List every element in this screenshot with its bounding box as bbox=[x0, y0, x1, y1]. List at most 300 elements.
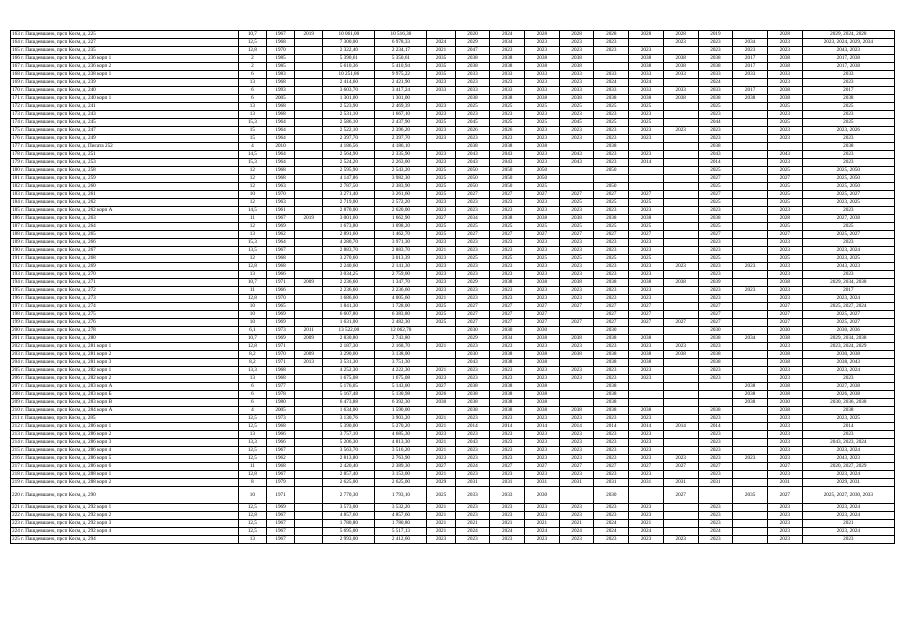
table-cell: 2038 bbox=[698, 63, 733, 71]
table-cell: 1966 bbox=[266, 431, 294, 439]
table-cell: 1963 bbox=[266, 183, 294, 191]
table-cell: 2023 bbox=[559, 343, 594, 351]
table-cell: 2038 bbox=[698, 95, 733, 103]
table-cell: 2031 bbox=[594, 479, 629, 487]
table-cell: 2031 bbox=[698, 479, 733, 487]
table-cell: 2005 bbox=[266, 95, 294, 103]
table-cell: 2023 bbox=[427, 127, 455, 135]
table-cell: 2038 bbox=[698, 359, 733, 367]
table-cell bbox=[295, 135, 323, 143]
table-cell: 2023 bbox=[629, 431, 664, 439]
table-cell bbox=[629, 487, 664, 504]
table-cell: 2038 bbox=[802, 143, 894, 151]
table-cell: 2038 bbox=[767, 87, 802, 95]
table-cell: 2038 bbox=[525, 399, 560, 407]
table-cell: 2038 bbox=[559, 351, 594, 359]
table-cell: 1968 bbox=[266, 167, 294, 175]
table-cell bbox=[733, 239, 768, 247]
table-cell: 2023 bbox=[629, 239, 664, 247]
table-cell: 2038 bbox=[767, 351, 802, 359]
table-cell: 2023 bbox=[698, 536, 733, 544]
table-cell: 2027 bbox=[490, 191, 525, 199]
address-cell: 178 г. Пашдевшано, прсп Косм, д. 251 bbox=[11, 151, 239, 159]
table-cell: 2 168,70 bbox=[375, 343, 427, 351]
table-cell: 2038 bbox=[767, 359, 802, 367]
table-cell: 2027 bbox=[767, 175, 802, 183]
address-cell: 213 г. Пашдевшано, прсп Косм, д. 286 корп 2 bbox=[11, 431, 239, 439]
table-cell: 2030, 2038 bbox=[802, 351, 894, 359]
table-cell: 2031 bbox=[559, 479, 594, 487]
table-cell: 10 bbox=[238, 191, 266, 199]
table-cell: 2023 bbox=[767, 287, 802, 295]
table-cell bbox=[295, 159, 323, 167]
table-cell: 2 482,30 bbox=[375, 319, 427, 327]
table-cell bbox=[663, 415, 698, 423]
table-cell: 2043 bbox=[455, 151, 490, 159]
table-cell: 2023 bbox=[455, 263, 490, 271]
address-cell: 197 г. Пашдевшано, прсп Косм, д. 274 bbox=[11, 303, 239, 311]
table-cell: 2023 bbox=[559, 239, 594, 247]
table-cell bbox=[663, 335, 698, 343]
table-cell: 2038 bbox=[629, 359, 664, 367]
table-cell: 2023 bbox=[767, 263, 802, 271]
table-cell: 2027 bbox=[427, 463, 455, 471]
table-cell: 2027 bbox=[594, 303, 629, 311]
table-cell bbox=[733, 536, 768, 544]
table-cell: 4 857,60 bbox=[323, 512, 375, 520]
table-cell: 1968 bbox=[266, 103, 294, 111]
table-cell: 4 222,30 bbox=[375, 367, 427, 375]
table-cell: 2038 bbox=[733, 391, 768, 399]
table-cell: 1 673,80 bbox=[323, 223, 375, 231]
table-cell: 2023 bbox=[767, 375, 802, 383]
table-cell: 2024 bbox=[455, 528, 490, 536]
table-cell: 2023 bbox=[594, 455, 629, 463]
table-cell bbox=[295, 439, 323, 447]
table-cell: 2023 bbox=[525, 471, 560, 479]
table-cell: 2038 bbox=[594, 383, 629, 391]
table-cell: 2031 bbox=[525, 479, 560, 487]
address-cell: 199 г. Пашдевшано, прсп Косм, д. 276 bbox=[11, 319, 239, 327]
table-cell: 2023 bbox=[767, 159, 802, 167]
table-cell: 2038 bbox=[767, 55, 802, 63]
table-cell: 1 793,10 bbox=[375, 487, 427, 504]
table-cell: 5 390,61 bbox=[323, 55, 375, 63]
table-cell bbox=[295, 391, 323, 399]
address-cell: 174 г. Пашдевшано, прсп Косм, д. 245 bbox=[11, 119, 239, 127]
table-cell: 2025 bbox=[698, 183, 733, 191]
table-cell: 2023 bbox=[427, 255, 455, 263]
table-row bbox=[11, 207, 895, 215]
table-cell: 2033 bbox=[427, 87, 455, 95]
table-cell bbox=[295, 183, 323, 191]
table-cell: 2025 bbox=[594, 223, 629, 231]
table-cell: 2050 bbox=[594, 183, 629, 191]
table-cell bbox=[295, 463, 323, 471]
table-cell: 2023 bbox=[629, 367, 664, 375]
table-cell bbox=[295, 303, 323, 311]
table-cell: 2021 bbox=[427, 471, 455, 479]
table-cell: 2030 bbox=[767, 327, 802, 335]
table-cell: 2023, 2025 bbox=[802, 415, 894, 423]
table-cell: 2 543,20 bbox=[375, 167, 427, 175]
table-cell: 2023, 2024 bbox=[802, 504, 894, 512]
table-row bbox=[11, 447, 895, 455]
table-cell: 2023 bbox=[733, 263, 768, 271]
table-cell: 2014 bbox=[594, 423, 629, 431]
table-cell: 2 412,60 bbox=[375, 536, 427, 544]
table-cell: 2 813,80 bbox=[323, 455, 375, 463]
address-cell: 167 г. Пашдевшано, прсп Косм, д. 236 корп 2 bbox=[11, 63, 239, 71]
table-cell bbox=[559, 183, 594, 191]
table-cell: 2025 bbox=[629, 223, 664, 231]
table-cell: 1961 bbox=[266, 207, 294, 215]
table-cell: 3 261,60 bbox=[375, 191, 427, 199]
table-cell: 12,8 bbox=[238, 512, 266, 520]
table-cell: 2038 bbox=[698, 407, 733, 415]
table-cell: 2023 bbox=[427, 375, 455, 383]
table-cell: 2023 bbox=[427, 536, 455, 544]
table-cell: 2021 bbox=[427, 528, 455, 536]
table-row bbox=[11, 383, 895, 391]
table-cell bbox=[663, 151, 698, 159]
table-cell: 2027 bbox=[427, 215, 455, 223]
table-cell: 10,7 bbox=[238, 335, 266, 343]
table-cell: 2023 bbox=[455, 512, 490, 520]
table-cell: 2023 bbox=[594, 271, 629, 279]
table-cell bbox=[295, 111, 323, 119]
table-cell bbox=[295, 536, 323, 544]
table-cell: 2025 bbox=[559, 199, 594, 207]
table-cell: 2 397,70 bbox=[323, 135, 375, 143]
table-cell: 2023 bbox=[663, 455, 698, 463]
table-cell: 2023 bbox=[525, 47, 560, 55]
table-cell: 2023 bbox=[698, 343, 733, 351]
table-cell bbox=[733, 479, 768, 487]
table-cell bbox=[427, 31, 455, 39]
table-cell: 2014 bbox=[663, 423, 698, 431]
table-cell: 2 595,90 bbox=[323, 167, 375, 175]
table-cell bbox=[733, 111, 768, 119]
table-cell: 2027 bbox=[698, 303, 733, 311]
table-cell: 2033 bbox=[455, 71, 490, 79]
address-cell: 196 г. Пашдевшано, прсп Косм, д. 273 bbox=[11, 295, 239, 303]
table-cell: 2038 bbox=[559, 279, 594, 287]
table-row bbox=[11, 536, 895, 544]
table-cell bbox=[733, 103, 768, 111]
table-cell bbox=[733, 247, 768, 255]
table-row bbox=[11, 399, 895, 407]
table-cell: 2023 bbox=[490, 263, 525, 271]
table-cell: 2014 bbox=[490, 423, 525, 431]
table-cell: 2027 bbox=[490, 311, 525, 319]
table-cell: 2023 bbox=[455, 455, 490, 463]
table-cell: 2043 bbox=[455, 159, 490, 167]
table-cell: 2023 bbox=[698, 239, 733, 247]
table-cell: 2043, 2023 bbox=[802, 47, 894, 55]
table-cell: 2023 bbox=[490, 135, 525, 143]
table-cell: 4 147,86 bbox=[323, 175, 375, 183]
table-cell: 2027 bbox=[455, 231, 490, 239]
table-cell bbox=[698, 391, 733, 399]
table-cell: 2 383,90 bbox=[375, 183, 427, 191]
table-cell bbox=[733, 127, 768, 135]
table-row bbox=[11, 343, 895, 351]
table-cell: 2023, 2024, 2029 bbox=[802, 343, 894, 351]
address-cell: 202 г. Пашдевшано, прсп Косм, д. 281 корп 1 bbox=[11, 343, 239, 351]
table-cell: 2023 bbox=[594, 127, 629, 135]
address-cell: 207 г. Пашдевшано, прсп Косм, д. 283 корп А bbox=[11, 383, 239, 391]
table-cell: 2 743,80 bbox=[375, 335, 427, 343]
table-cell: 13 bbox=[238, 431, 266, 439]
address-cell: 168 г. Пашдевшано, прсп Косм, д. 238 корп 1 bbox=[11, 71, 239, 79]
table-cell: 2023 bbox=[594, 343, 629, 351]
table-cell: 2029, 2034, 2038 bbox=[802, 279, 894, 287]
table-cell: 2025 bbox=[490, 103, 525, 111]
table-cell: 2023 bbox=[629, 135, 664, 143]
table-row bbox=[11, 520, 895, 528]
table-cell: 2030 bbox=[455, 351, 490, 359]
table-cell: 2027 bbox=[525, 191, 560, 199]
table-cell: 2033 bbox=[594, 71, 629, 79]
table-cell: 2023 bbox=[490, 536, 525, 544]
table-cell: 2038 bbox=[629, 215, 664, 223]
table-cell bbox=[295, 239, 323, 247]
address-cell: 218 г. Пашдевшано, прсп Косм, д. 288 корп 1 bbox=[11, 471, 239, 479]
table-cell: 1967 bbox=[266, 520, 294, 528]
table-cell: 2033 bbox=[767, 71, 802, 79]
table-cell: 2017 bbox=[733, 87, 768, 95]
table-cell: 2023 bbox=[559, 39, 594, 47]
table-cell: 1993 bbox=[266, 87, 294, 95]
address-cell: 172 г. Пашдевшано, прсп Косм, д. 241 bbox=[11, 103, 239, 111]
table-cell: 2 263,00 bbox=[375, 159, 427, 167]
table-cell: 3 001,60 bbox=[323, 215, 375, 223]
table-cell: 2025 bbox=[525, 255, 560, 263]
address-cell: 208 г. Пашдевшано, прсп Косм, д. 283 корп Б bbox=[11, 391, 239, 399]
table-cell bbox=[295, 255, 323, 263]
table-cell bbox=[733, 415, 768, 423]
table-cell: 2038 bbox=[663, 351, 698, 359]
address-cell: 204 г. Пашдевшано, прсп Косм, д. 281 корп 3 bbox=[11, 359, 239, 367]
table-cell: 2050 bbox=[455, 183, 490, 191]
table-cell bbox=[559, 167, 594, 175]
table-cell bbox=[733, 351, 768, 359]
table-cell bbox=[733, 199, 768, 207]
table-cell bbox=[295, 103, 323, 111]
table-cell: 2028 bbox=[525, 31, 560, 39]
table-cell: 2025 bbox=[594, 119, 629, 127]
table-cell: 3 532,20 bbox=[375, 504, 427, 512]
table-cell: 2028 bbox=[663, 31, 698, 39]
table-cell: 2023 bbox=[629, 504, 664, 512]
table-cell: 2025 bbox=[455, 103, 490, 111]
table-cell: 2030, 2036 bbox=[802, 327, 894, 335]
table-row bbox=[11, 439, 895, 447]
table-cell: 14,5 bbox=[238, 151, 266, 159]
table-cell bbox=[663, 223, 698, 231]
table-cell: 2 437,90 bbox=[375, 119, 427, 127]
table-cell: 2023 bbox=[663, 536, 698, 544]
table-cell: 2 322,40 bbox=[323, 47, 375, 55]
table-cell: 2038 bbox=[629, 55, 664, 63]
table-cell: 12,8 bbox=[238, 263, 266, 271]
table-cell: 2027 bbox=[698, 319, 733, 327]
table-cell: 5 390,00 bbox=[323, 423, 375, 431]
table-cell: 2025 bbox=[427, 231, 455, 239]
table-cell: 2023 bbox=[427, 271, 455, 279]
table-cell bbox=[733, 207, 768, 215]
address-cell: 203 г. Пашдевшано, прсп Косм, д. 281 корп 2 bbox=[11, 351, 239, 359]
address-cell: 169 г. Пашдевшано, прсп Косм, д. 239 bbox=[11, 79, 239, 87]
table-cell bbox=[733, 367, 768, 375]
table-cell: 3 013,39 bbox=[375, 255, 427, 263]
table-cell: 2 787,50 bbox=[323, 183, 375, 191]
table-cell: 2023, 2025 bbox=[802, 255, 894, 263]
table-cell: 1 686,60 bbox=[323, 295, 375, 303]
table-cell bbox=[733, 439, 768, 447]
table-cell: 2023 bbox=[559, 431, 594, 439]
table-cell: 2 234,17 bbox=[375, 47, 427, 55]
table-cell bbox=[295, 479, 323, 487]
table-cell: 2023 bbox=[629, 295, 664, 303]
table-cell: 2023 bbox=[594, 239, 629, 247]
table-cell: 2043 bbox=[455, 439, 490, 447]
table-cell bbox=[663, 159, 698, 167]
table-cell: 2025 bbox=[767, 223, 802, 231]
table-cell bbox=[594, 63, 629, 71]
table-row bbox=[11, 63, 895, 71]
document-sheet bbox=[10, 30, 895, 544]
table-cell: 2038 bbox=[767, 279, 802, 287]
table-cell: 1 098,20 bbox=[375, 223, 427, 231]
table-cell: 2038 bbox=[559, 95, 594, 103]
table-cell bbox=[295, 231, 323, 239]
address-cell: 181 г. Пашдевшано, прсп Косм, д. 259 bbox=[11, 175, 239, 183]
table-cell: 11 bbox=[238, 463, 266, 471]
table-cell bbox=[295, 383, 323, 391]
table-cell bbox=[733, 191, 768, 199]
table-cell bbox=[698, 487, 733, 504]
table-cell: 3 531,30 bbox=[323, 359, 375, 367]
table-cell bbox=[629, 183, 664, 191]
table-cell: 1964 bbox=[266, 135, 294, 143]
table-cell: 2025 bbox=[525, 119, 560, 127]
table-cell: 1980 bbox=[266, 399, 294, 407]
table-cell: 4 bbox=[238, 143, 266, 151]
table-cell: 2023 bbox=[698, 504, 733, 512]
table-cell: 2025 bbox=[525, 103, 560, 111]
table-cell: 2023 bbox=[490, 47, 525, 55]
table-cell: 2017 bbox=[733, 55, 768, 63]
table-cell: 6 bbox=[238, 87, 266, 95]
table-cell: 2023 bbox=[427, 159, 455, 167]
table-cell: 2023 bbox=[455, 207, 490, 215]
table-cell: 2038 bbox=[525, 279, 560, 287]
housing-repair-schedule-table bbox=[10, 30, 895, 544]
table-cell bbox=[733, 311, 768, 319]
table-cell bbox=[295, 151, 323, 159]
table-cell bbox=[733, 79, 768, 87]
table-cell: 2023 bbox=[698, 247, 733, 255]
table-cell: 2023 bbox=[525, 439, 560, 447]
table-cell: 12,8 bbox=[238, 295, 266, 303]
table-cell: 1979 bbox=[266, 479, 294, 487]
table-cell: 2025 bbox=[629, 199, 664, 207]
table-cell: 1970 bbox=[266, 47, 294, 55]
table-cell: 2021 bbox=[427, 47, 455, 55]
table-cell: 2013 bbox=[295, 359, 323, 367]
table-cell: 2027 bbox=[767, 231, 802, 239]
table-cell: 1968 bbox=[266, 175, 294, 183]
table-cell: 10 bbox=[238, 319, 266, 327]
table-cell: 2023, 2024 bbox=[802, 512, 894, 520]
table-cell bbox=[698, 399, 733, 407]
table-cell bbox=[663, 287, 698, 295]
table-cell: 2023 bbox=[802, 271, 894, 279]
table-cell: 2033 bbox=[802, 71, 894, 79]
table-cell: 2023 bbox=[767, 367, 802, 375]
table-cell: 2023 bbox=[594, 536, 629, 544]
table-cell: 5 610,36 bbox=[323, 63, 375, 71]
table-cell: 3 271,40 bbox=[323, 191, 375, 199]
table-cell: 2038 bbox=[698, 55, 733, 63]
table-cell bbox=[663, 311, 698, 319]
table-cell: 2038 bbox=[594, 351, 629, 359]
address-cell: 195 г. Пашдевшано, прсп Косм, д. 272 bbox=[11, 287, 239, 295]
table-cell: 2023 bbox=[525, 135, 560, 143]
table-cell: 2023 bbox=[629, 512, 664, 520]
table-cell: 2025 bbox=[490, 119, 525, 127]
table-row bbox=[11, 303, 895, 311]
table-cell: 2027 bbox=[594, 311, 629, 319]
table-cell: 2050 bbox=[525, 175, 560, 183]
table-cell: 2038 bbox=[559, 335, 594, 343]
table-cell: 5 206,30 bbox=[323, 439, 375, 447]
table-cell: 2023 bbox=[594, 111, 629, 119]
table-cell: 2023 bbox=[767, 343, 802, 351]
table-cell: 2027 bbox=[629, 231, 664, 239]
table-cell bbox=[663, 383, 698, 391]
table-cell: 2034 bbox=[490, 39, 525, 47]
table-cell: 2021 bbox=[427, 447, 455, 455]
table-cell: 1967 bbox=[266, 31, 294, 39]
table-cell bbox=[733, 359, 768, 367]
table-cell: 13,3 bbox=[238, 367, 266, 375]
table-cell: 2027 bbox=[698, 311, 733, 319]
table-cell: 2023 bbox=[559, 471, 594, 479]
table-cell: 2023 bbox=[629, 536, 664, 544]
address-cell: 220 г. Пашдевшано, прсп Косм, д. 290 bbox=[11, 487, 239, 504]
table-cell bbox=[295, 263, 323, 271]
table-cell: 2028 bbox=[629, 31, 664, 39]
table-cell: 2025 bbox=[427, 303, 455, 311]
table-cell: 11 bbox=[238, 215, 266, 223]
table-cell: 5 517,13 bbox=[375, 528, 427, 536]
table-cell: 2023 bbox=[427, 199, 455, 207]
table-cell: 2025 bbox=[427, 319, 455, 327]
table-cell: 2025 bbox=[802, 103, 894, 111]
table-cell: 2023 bbox=[802, 135, 894, 143]
address-cell: 225 г. Пашдевшано, прсп Косм, д. 294 bbox=[11, 536, 239, 544]
table-cell: 2023 bbox=[698, 471, 733, 479]
table-cell: 2033 bbox=[629, 87, 664, 95]
table-cell bbox=[733, 431, 768, 439]
table-cell bbox=[295, 447, 323, 455]
table-cell: 2038 bbox=[767, 407, 802, 415]
table-cell: 2023 bbox=[594, 447, 629, 455]
table-cell: 2033 bbox=[733, 71, 768, 79]
